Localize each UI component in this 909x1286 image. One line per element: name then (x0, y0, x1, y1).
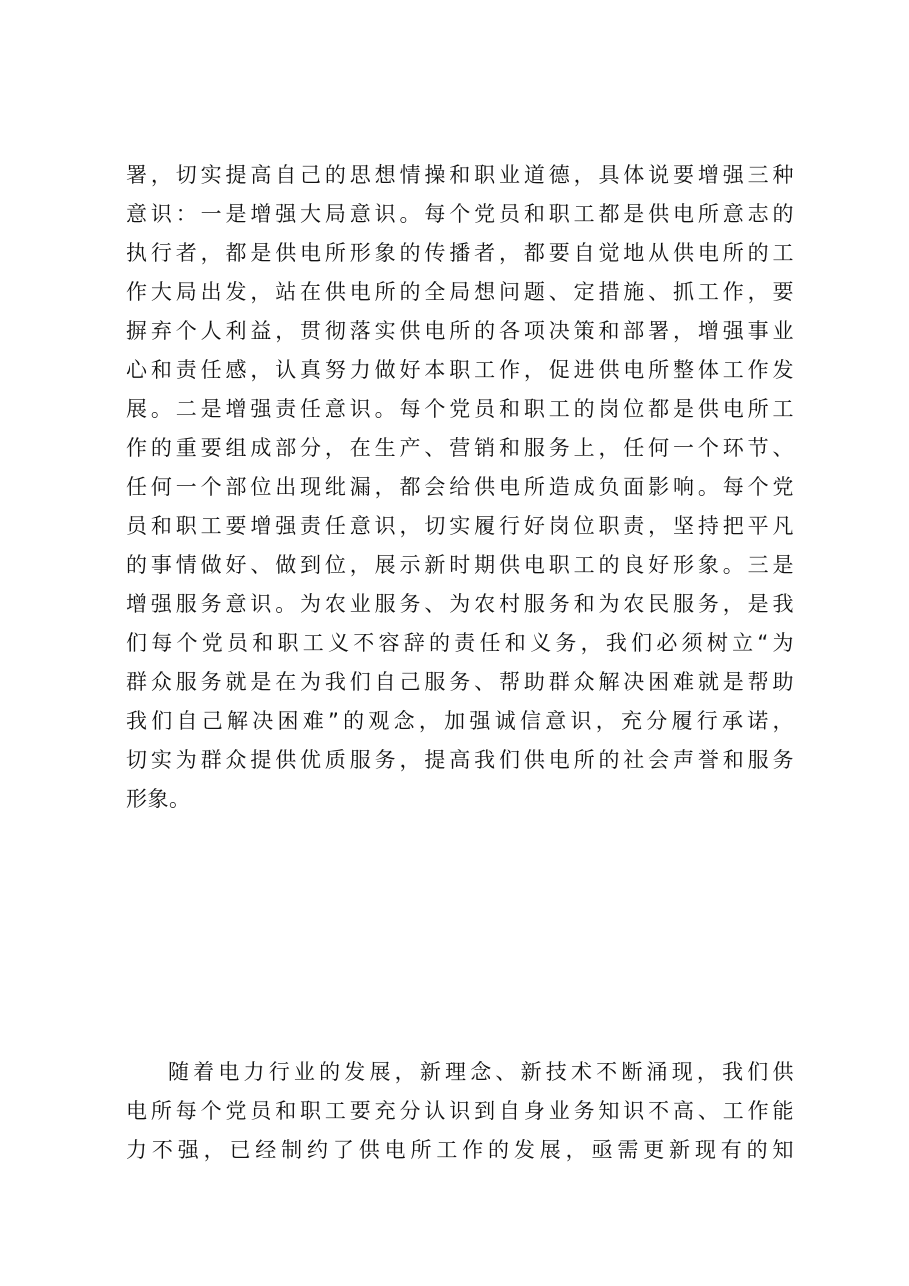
text-line: 随着电力行业的发展，新理念、新技术不断涌现，我们供 (168, 1060, 794, 1084)
text-line: 意识：一是增强大局意识。每个党员和职工都是供电所意志的 (126, 202, 794, 226)
paragraph-1 (126, 156, 794, 819)
text-line: 员和职工要增强责任意识，切实履行好岗位职责，坚持把平凡 (126, 514, 794, 538)
text-line: 电所每个党员和职工要充分认识到自身业务知识不高、工作能 (126, 1099, 794, 1123)
text-line: 任何一个部位出现纰漏，都会给供电所造成负面影响。每个党 (126, 475, 794, 499)
text-line: 形象。 (126, 787, 191, 811)
text-line: 摒弃个人利益，贯彻落实供电所的各项决策和部署，增强事业 (126, 319, 794, 343)
text-line: 切实为群众提供优质服务，提高我们供电所的社会声誉和服务 (126, 748, 794, 772)
text-line: 心和责任感，认真努力做好本职工作，促进供电所整体工作发 (126, 358, 794, 382)
text-line: 力不强，已经制约了供电所工作的发展，亟需更新现有的知 (126, 1138, 794, 1162)
paragraph-2 (126, 1053, 794, 1170)
text-line: 增强服务意识。为农业服务、为农村服务和为农民服务，是我 (126, 592, 794, 616)
text-line: 我们自己解决困难”的观念，加强诚信意识，充分履行承诺， (126, 709, 794, 733)
text-line: 们每个党员和职工义不容辞的责任和义务，我们必须树立“为 (126, 631, 794, 655)
text-line: 展。二是增强责任意识。每个党员和职工的岗位都是供电所工 (126, 397, 794, 421)
text-line: 群众服务就是在为我们自己服务、帮助群众解决困难就是帮助 (126, 670, 794, 694)
text-line: 作的重要组成部分，在生产、营销和服务上，任何一个环节、 (126, 436, 794, 460)
text-line: 作大局出发，站在供电所的全局想问题、定措施、抓工作，要 (126, 280, 794, 304)
text-line: 执行者，都是供电所形象的传播者，都要自觉地从供电所的工 (126, 241, 794, 265)
text-line: 的事情做好、做到位，展示新时期供电职工的良好形象。三是 (126, 553, 794, 577)
text-line: 署，切实提高自己的思想情操和职业道德，具体说要增强三种 (126, 163, 794, 187)
